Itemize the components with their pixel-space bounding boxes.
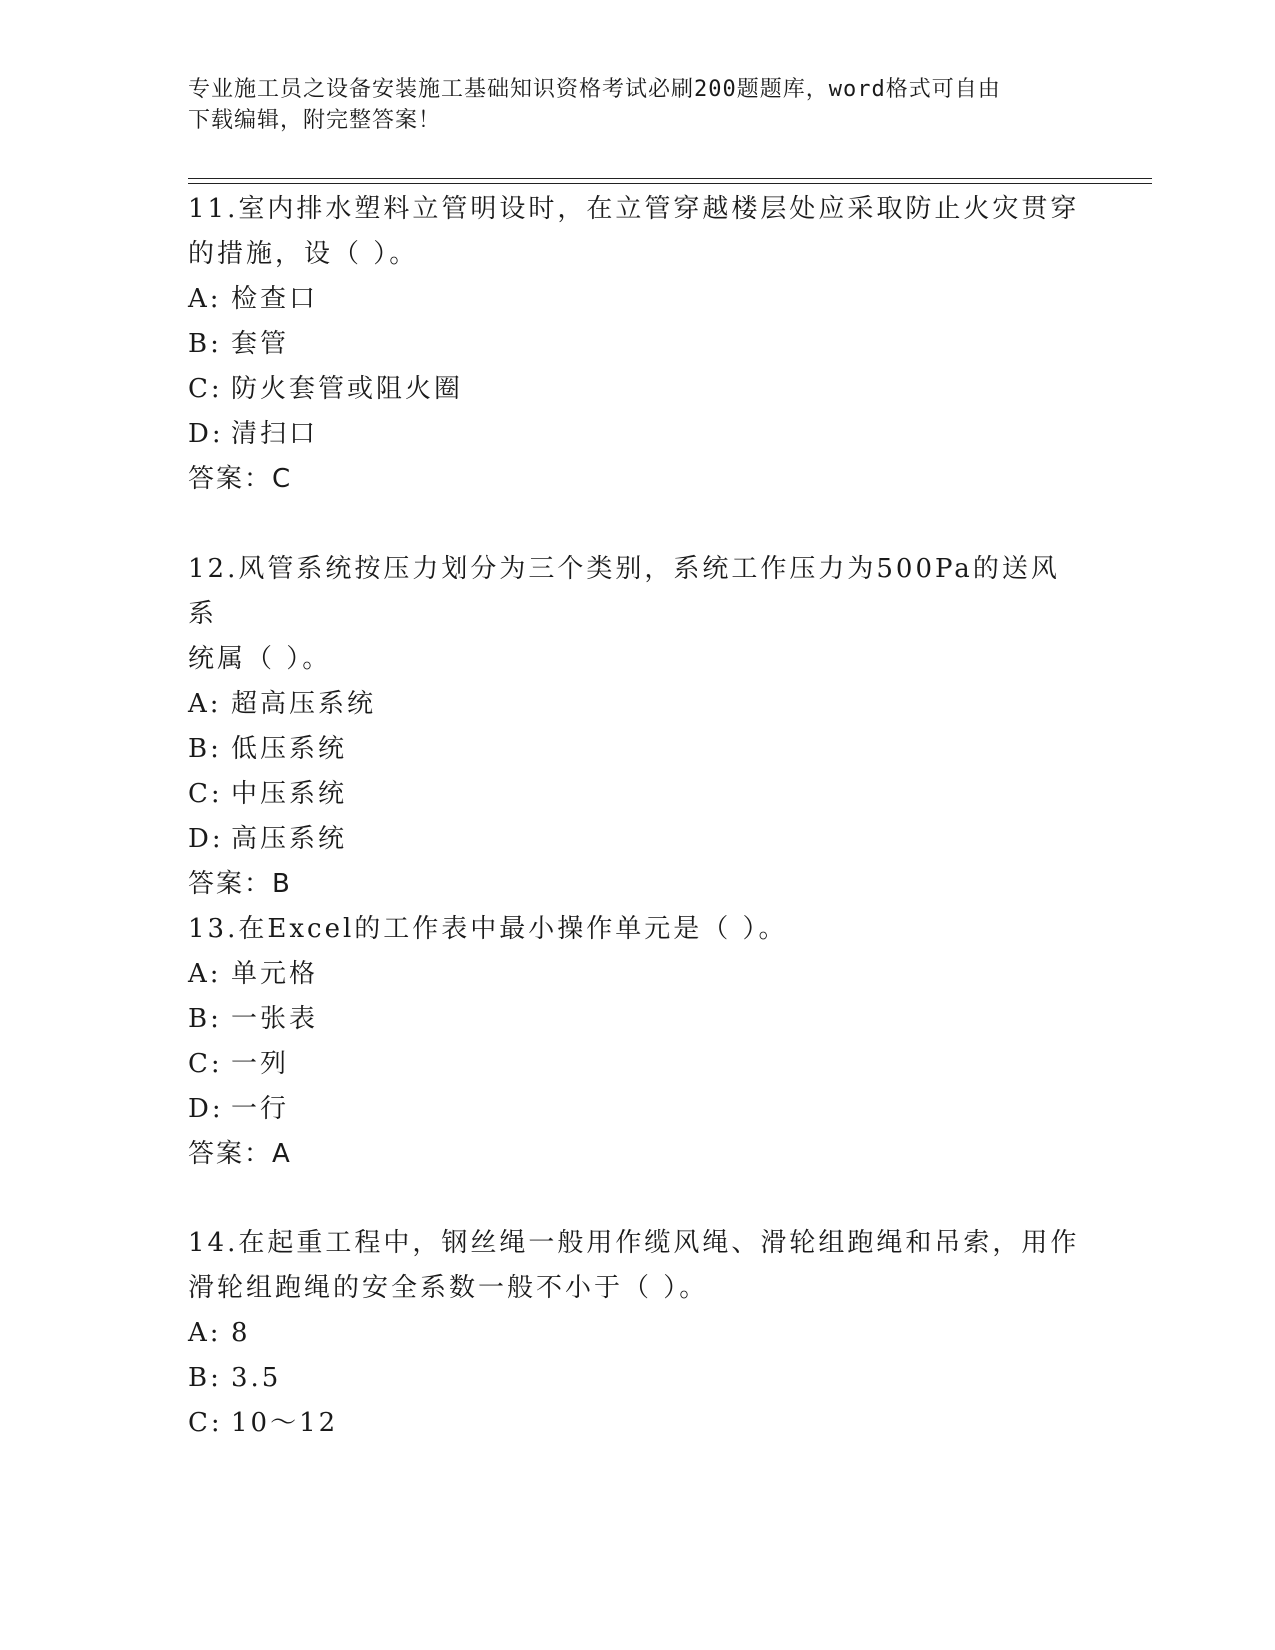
option-key: D: [188, 1094, 224, 1124]
option-c [188, 1042, 1088, 1087]
option-c [188, 1401, 1088, 1446]
answer-line: 答案：A [188, 1139, 292, 1169]
question-12 [188, 547, 1088, 907]
document-header [188, 74, 1068, 136]
option-a [188, 682, 1088, 727]
option-key: B: [188, 329, 222, 359]
question-text-line [188, 907, 1088, 952]
question-number: 13. [188, 914, 239, 944]
option-b [188, 727, 1088, 772]
header-line-1: 专业施工员之设备安装施工基础知识资格考试必刷200题题库，word格式可自由 [188, 77, 1001, 102]
question-stem: 风管系统按压力划分为三个类别，系统工作压力为500Pa的送风系 [188, 554, 1060, 629]
question-number: 12. [188, 554, 239, 584]
option-key: C: [188, 1049, 223, 1079]
option-key: C: [188, 374, 223, 404]
question-stem: 在起重工程中，钢丝绳一般用作缆风绳、滑轮组跑绳和吊索，用作 [238, 1228, 1080, 1258]
question-stem: 在Excel的工作表中最小操作单元是（ ）。 [238, 914, 788, 944]
option-key: B: [188, 1004, 222, 1034]
option-key: C: [188, 779, 223, 809]
option-text: 一列 [231, 1049, 290, 1079]
option-c [188, 367, 1088, 412]
option-key: C: [188, 1408, 223, 1438]
question-11 [188, 187, 1088, 502]
option-key: A: [188, 284, 222, 314]
question-stem-continued: 滑轮组跑绳的安全系数一般不小于（ ）。 [188, 1273, 709, 1303]
question-stem-continued: 统属（ ）。 [188, 644, 332, 674]
question-number: 11. [188, 194, 239, 224]
option-d [188, 412, 1088, 457]
option-text: 低压系统 [231, 734, 348, 764]
header-divider-bottom [188, 183, 1152, 184]
option-text: 检查口 [231, 284, 319, 314]
option-d [188, 817, 1088, 862]
option-text: 10～12 [231, 1408, 339, 1438]
question-number: 14. [188, 1228, 239, 1258]
option-text: 防火套管或阻火圈 [231, 374, 464, 404]
option-b [188, 997, 1088, 1042]
option-key: B: [188, 1363, 222, 1393]
option-key: B: [188, 734, 222, 764]
answer-line: 答案：B [188, 869, 292, 899]
option-key: D: [188, 824, 224, 854]
option-text: 单元格 [231, 959, 319, 989]
option-text: 清扫口 [231, 419, 319, 449]
option-text: 超高压系统 [231, 689, 377, 719]
answer-line: 答案：C [188, 464, 293, 494]
option-b [188, 1356, 1088, 1401]
option-b [188, 322, 1088, 367]
header-divider-top [188, 178, 1152, 179]
question-text-line [188, 547, 1088, 637]
question-text-line [188, 1221, 1088, 1266]
question-14 [188, 1221, 1088, 1446]
option-text: 8 [231, 1318, 251, 1348]
option-text: 套管 [231, 329, 290, 359]
question-text-line [188, 187, 1088, 232]
option-text: 一行 [231, 1094, 290, 1124]
option-key: D: [188, 419, 224, 449]
question-13 [188, 907, 1088, 1177]
option-a [188, 1311, 1088, 1356]
option-key: A: [188, 689, 222, 719]
option-text: 3.5 [231, 1363, 282, 1393]
option-key: A: [188, 1318, 222, 1348]
option-text: 中压系统 [231, 779, 348, 809]
question-stem-continued: 的措施，设（ ）。 [188, 239, 419, 269]
option-text: 一张表 [231, 1004, 319, 1034]
question-stem: 室内排水塑料立管明设时，在立管穿越楼层处应采取防止火灾贯穿 [238, 194, 1080, 224]
option-d [188, 1087, 1088, 1132]
option-a [188, 952, 1088, 997]
option-text: 高压系统 [231, 824, 348, 854]
option-c [188, 772, 1088, 817]
option-key: A: [188, 959, 222, 989]
header-line-2: 下载编辑，附完整答案！ [188, 108, 442, 133]
option-a [188, 277, 1088, 322]
